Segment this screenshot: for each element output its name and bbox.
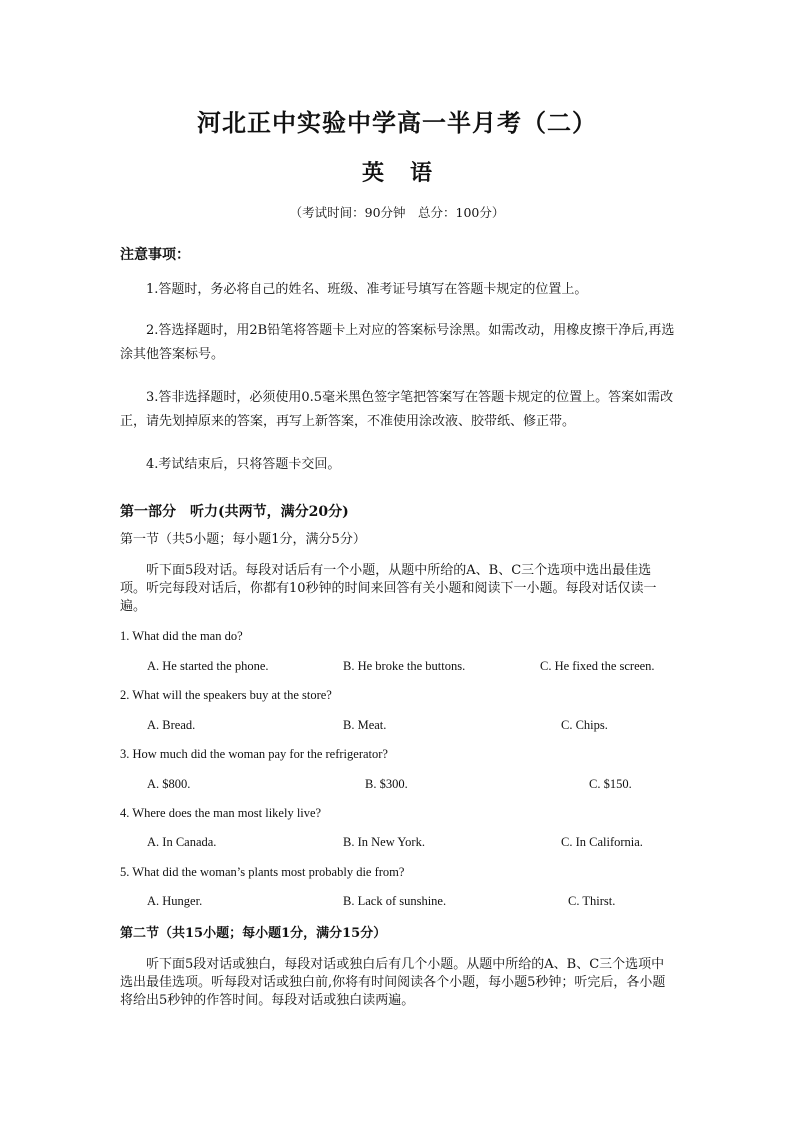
q3-option-c: C. $150.: [589, 777, 632, 791]
exam-title: 河北正中实验中学高一半月考（二）: [197, 108, 597, 137]
q2-option-a: A. Bread.: [147, 718, 196, 732]
notes-heading: 注意事项：: [120, 247, 190, 263]
q4-option-a: A. In Canada.: [147, 835, 217, 849]
q1-option-b: B. He broke the buttons.: [343, 659, 466, 673]
q2-option-b: B. Meat.: [343, 718, 387, 732]
question-3: 3. How much did the woman pay for the refrigerator?: [120, 747, 388, 761]
q2-option-c: C. Chips.: [561, 718, 608, 732]
question-5: 5. What did the woman’s plants most probably die from?: [120, 865, 405, 879]
q5-option-b: B. Lack of sunshine.: [343, 894, 447, 908]
q4-option-c: C. In California.: [561, 835, 643, 849]
note-item-4: 4.考试结束后，只将答题卡交回。: [146, 457, 341, 472]
subject-char-1: 英: [361, 160, 384, 186]
q5-option-a: A. Hunger.: [147, 894, 203, 908]
part1-heading: 第一部分 听力(共两节，满分20分): [120, 504, 349, 520]
section1-directions: 听下面5段对话。每段对话后有一个小题，从题中所给的A、B、C三个选项中选出最佳选项。听完每段对话后，你都有10秒钟的时间来回答有关小题和阅读下一小题。每段对话仅读一遍。: [120, 563, 657, 614]
question-1: 1. What did the man do?: [120, 629, 243, 643]
section2-heading: 第二节（共15小题；每小题1分，满分15分）: [120, 926, 387, 941]
note-item-2: 2.答选择题时，用2B铅笔将答题卡上对应的答案标号涂黑。如需改动，用橡皮擦干净后,再选涂其他答案标号。: [120, 323, 675, 362]
subject-title: [0, 156, 794, 187]
q3-option-a: A. $800.: [147, 777, 191, 791]
q1-option-a: A. He started the phone.: [147, 659, 269, 673]
q5-option-c: C. Thirst.: [568, 894, 616, 908]
question-4: 4. Where does the man most likely live?: [120, 806, 322, 820]
section2-directions: 听下面5段对话或独白，每段对话或独白后有几个小题。从题中所给的A、B、C三个选项中选出最佳选项。听每段对话或独白前,你将有时间阅读各个小题，每小题5秒钟；听完后，各小题将给出5秒钟的作答时间。每段对话或独白读两遍。: [120, 957, 666, 1008]
q4-option-b: B. In New York.: [343, 835, 425, 849]
section1-heading: 第一节（共5小题；每小题1分，满分5分）: [120, 532, 366, 547]
exam-info: （考试时间：90分钟 总分：100分）: [289, 205, 505, 220]
question-2: 2. What will the speakers buy at the store?: [120, 688, 332, 702]
q1-option-c: C. He fixed the screen.: [540, 659, 655, 673]
note-item-3: 3.答非选择题时，必须使用0.5毫米黑色签字笔把答案写在答题卡规定的位置上。答案如需改正，请先划掉原来的答案，再写上新答案，不准使用涂改液、胶带纸、修正带。: [120, 390, 674, 429]
q3-option-b: B. $300.: [365, 777, 408, 791]
subject-char-2: 语: [410, 160, 433, 186]
note-item-1: 1.答题时，务必将自己的姓名、班级、准考证号填写在答题卡规定的位置上。: [146, 282, 588, 297]
